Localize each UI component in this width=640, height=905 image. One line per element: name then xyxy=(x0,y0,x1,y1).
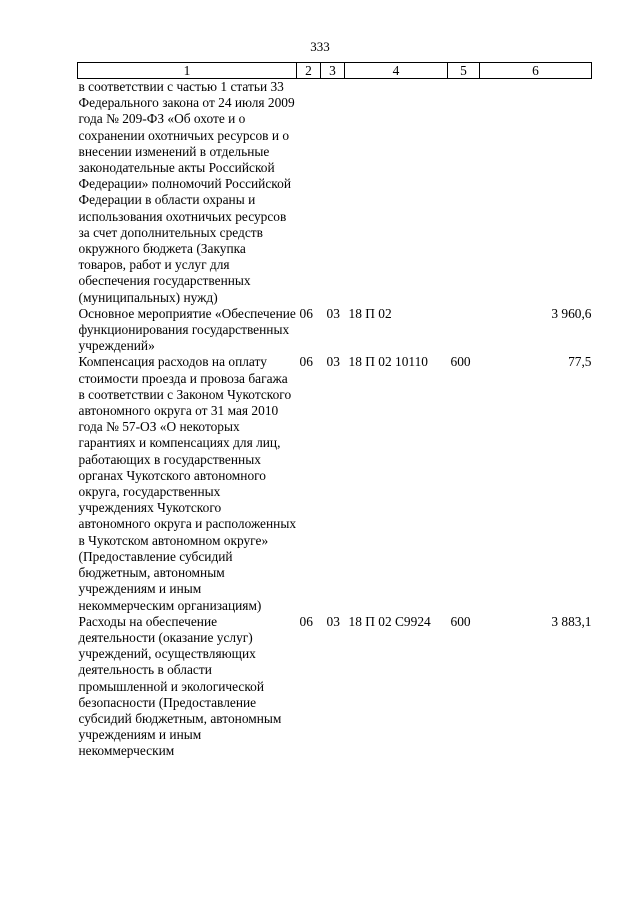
table-row xyxy=(78,614,592,760)
row-expense-type: 600 xyxy=(450,613,471,629)
header-col-1: 1 xyxy=(78,63,297,79)
row-section: 06 xyxy=(299,354,313,370)
row-description: в соответствии с частью 1 статьи 33 Федерального закона от 24 июля 2009 года № 209-ФЗ «Об охоте и о сохранении охотничьих ресурсов и о внесении изменений в отдельные законодательные акты Российской Федерации» полномочий Российской Федерации в области охраны и использования охотничьих ресурсов за счет дополнительных средств окружного бюджета (Закупка товаров, работ и услуг для обеспечения государственных (муниципальных) нужд) xyxy=(78,79,295,305)
row-subsection: 03 xyxy=(326,305,340,321)
budget-table xyxy=(77,62,592,760)
row-target-article: 18 П 02 С9924 xyxy=(348,613,431,629)
row-description: Расходы на обеспечение деятельности (оказание услуг) учреждений, осуществляющих деятельность в области промышленной и экологической безопасности (Предоставление субсидий бюджетным, автономным учреждениям и иным некоммерческим xyxy=(78,613,282,759)
header-row xyxy=(78,63,592,79)
row-target-article xyxy=(345,79,448,306)
row-description: Компенсация расходов на оплату стоимости проезда и провоза багажа в соответствии с Законом Чукотского автономного округа от 31 мая 2010 года № 57-ОЗ «О некоторых гарантиях и компенсациях для лиц, работающих в государственных органах Чукотского автономного округа, государственных учреждениях Чукотского автономного округа и расположенных в Чукотском автономном округе» (Предоставление субсидий бюджетным, автономным учреждениям и иным некоммерческим организациям) xyxy=(78,354,297,613)
header-col-2: 2 xyxy=(297,63,321,79)
header-col-3: 3 xyxy=(321,63,345,79)
row-expense-type: 600 xyxy=(450,354,471,370)
row-section: 06 xyxy=(299,613,313,629)
table-row xyxy=(78,306,592,355)
row-subsection: 03 xyxy=(326,354,340,370)
row-amount xyxy=(480,79,592,306)
table-row xyxy=(78,354,592,613)
row-description: Основное мероприятие «Обеспечение функционирования государственных учреждений» xyxy=(78,305,296,354)
row-section xyxy=(297,79,321,306)
row-subsection: 03 xyxy=(326,613,340,629)
page-number: 333 xyxy=(310,39,330,54)
row-section: 06 xyxy=(299,305,313,321)
header-col-5: 5 xyxy=(448,63,480,79)
row-target-article: 18 П 02 10110 xyxy=(348,354,428,370)
row-amount: 77,5 xyxy=(568,354,592,370)
row-amount: 3 960,6 xyxy=(551,305,592,321)
row-subsection xyxy=(321,79,345,306)
header-col-6: 6 xyxy=(480,63,592,79)
header-col-4: 4 xyxy=(345,63,448,79)
row-target-article: 18 П 02 xyxy=(348,305,392,321)
row-expense-type xyxy=(448,79,480,306)
row-expense-type xyxy=(448,306,480,355)
table-row xyxy=(78,79,592,306)
row-amount: 3 883,1 xyxy=(551,613,592,629)
